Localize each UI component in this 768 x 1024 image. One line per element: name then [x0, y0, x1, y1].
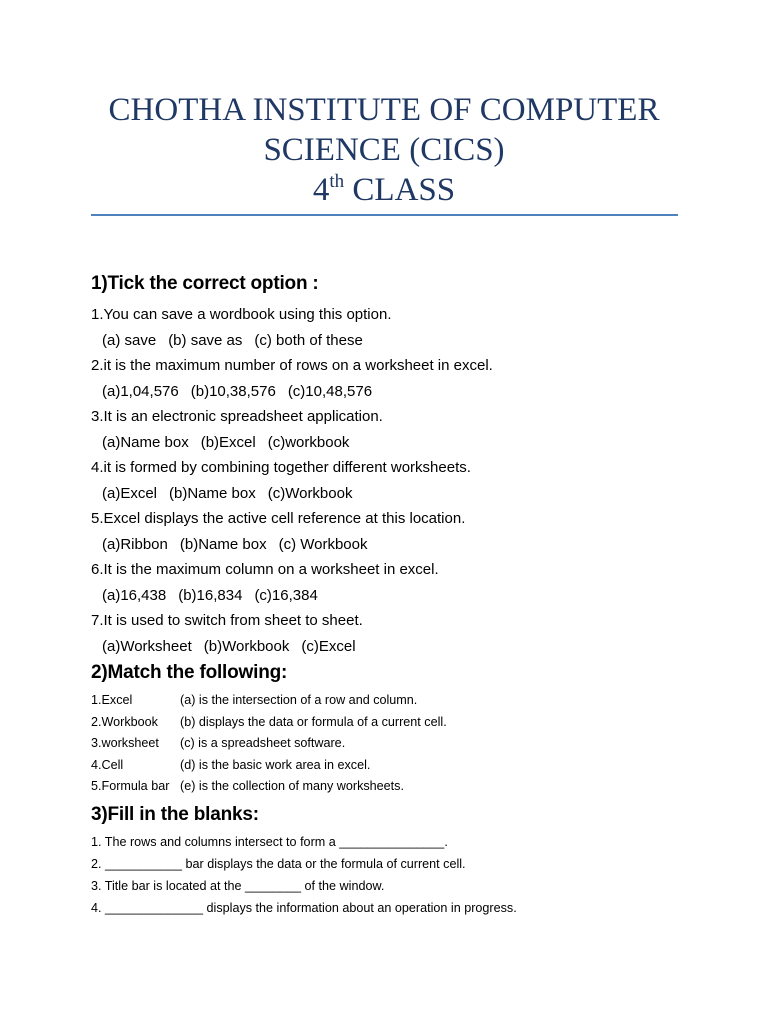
match-row	[91, 712, 447, 734]
fill-blank-item: 1. The rows and columns intersect to form a _______________.	[91, 835, 448, 849]
match-definition: (e) is the collection of many worksheets.	[180, 779, 404, 794]
question-text: 6.It is the maximum column on a worksheet in excel.	[91, 561, 439, 578]
option: (c)10,48,576	[287, 382, 373, 400]
option: (c) Workbook	[278, 535, 368, 553]
question-text: 5.Excel displays the active cell reference at this location.	[91, 510, 466, 527]
option: (b)Workbook	[203, 637, 290, 655]
class-number: 4	[312, 172, 330, 208]
class-suffix: th	[329, 171, 345, 192]
option: (a)Worksheet	[102, 637, 192, 655]
match-list	[91, 690, 447, 798]
option: (a) save	[102, 331, 157, 349]
question-options	[91, 634, 691, 660]
option: (c) both of these	[254, 331, 363, 349]
fill-blank-list	[91, 831, 517, 919]
option: (c)workbook	[267, 433, 350, 451]
option: (a)Excel	[102, 484, 158, 502]
title-line-science: SCIENCE (CICS)	[263, 132, 505, 168]
title-line-class	[0, 170, 768, 210]
fill-blank-item: 2. ___________ bar displays the data or the formula of current cell.	[91, 857, 466, 871]
option: (a)Name box	[102, 433, 189, 451]
match-row	[91, 733, 447, 755]
option: (c)Workbook	[267, 484, 353, 502]
match-term: 4.Cell	[91, 757, 124, 772]
title-divider	[91, 214, 678, 216]
question-options	[91, 532, 691, 558]
section-heading-match: 2)Match the following:	[91, 662, 288, 683]
match-term: 5.Formula bar	[91, 779, 170, 794]
option: (b) save as	[168, 331, 243, 349]
question-options	[91, 481, 691, 507]
section-heading-tick: 1)Tick the correct option :	[91, 273, 319, 294]
question-text: 1.You can save a wordbook using this option.	[91, 306, 392, 323]
question-options	[91, 583, 691, 609]
option: (b)Excel	[200, 433, 256, 451]
option: (b)16,834	[178, 586, 243, 604]
match-term: 1.Excel	[91, 693, 133, 707]
option: (b)Name box	[179, 535, 267, 553]
fill-blank-item: 4. ______________ displays the information about an operation in progress.	[91, 901, 517, 915]
match-term: 2.Workbook	[91, 714, 158, 729]
option: (a)1,04,576	[102, 382, 179, 400]
class-word: CLASS	[344, 172, 456, 208]
match-definition: (b) displays the data or formula of a current cell.	[180, 714, 447, 729]
match-row	[91, 690, 447, 712]
question-text: 2.it is the maximum number of rows on a worksheet in excel.	[91, 357, 493, 374]
question-options	[91, 379, 691, 405]
question-text: 4.it is formed by combining together different worksheets.	[91, 459, 471, 476]
option: (a)16,438	[102, 586, 167, 604]
match-definition: (d) is the basic work area in excel.	[180, 757, 371, 772]
section-heading-fill: 3)Fill in the blanks:	[91, 804, 259, 825]
match-row	[91, 755, 447, 777]
option: (c)Excel	[301, 637, 356, 655]
question-list	[91, 302, 691, 659]
title-line-institute: CHOTHA INSTITUTE OF COMPUTER	[108, 92, 660, 128]
question-text: 7.It is used to switch from sheet to sheet.	[91, 612, 363, 629]
match-definition: (a) is the intersection of a row and column.	[180, 693, 418, 707]
question-text: 3.It is an electronic spreadsheet application.	[91, 408, 383, 425]
question-options	[91, 430, 691, 456]
question-options	[91, 328, 691, 354]
option: (b)Name box	[169, 484, 256, 502]
option: (a)Ribbon	[102, 535, 168, 553]
option: (b)10,38,576	[190, 382, 276, 400]
fill-blank-item: 3. Title bar is located at the ________ of the window.	[91, 879, 385, 893]
option: (c)16,384	[254, 586, 318, 604]
match-term: 3.worksheet	[91, 736, 159, 751]
document-title	[0, 90, 768, 210]
match-definition: (c) is a spreadsheet software.	[180, 736, 346, 751]
match-row	[91, 776, 447, 798]
